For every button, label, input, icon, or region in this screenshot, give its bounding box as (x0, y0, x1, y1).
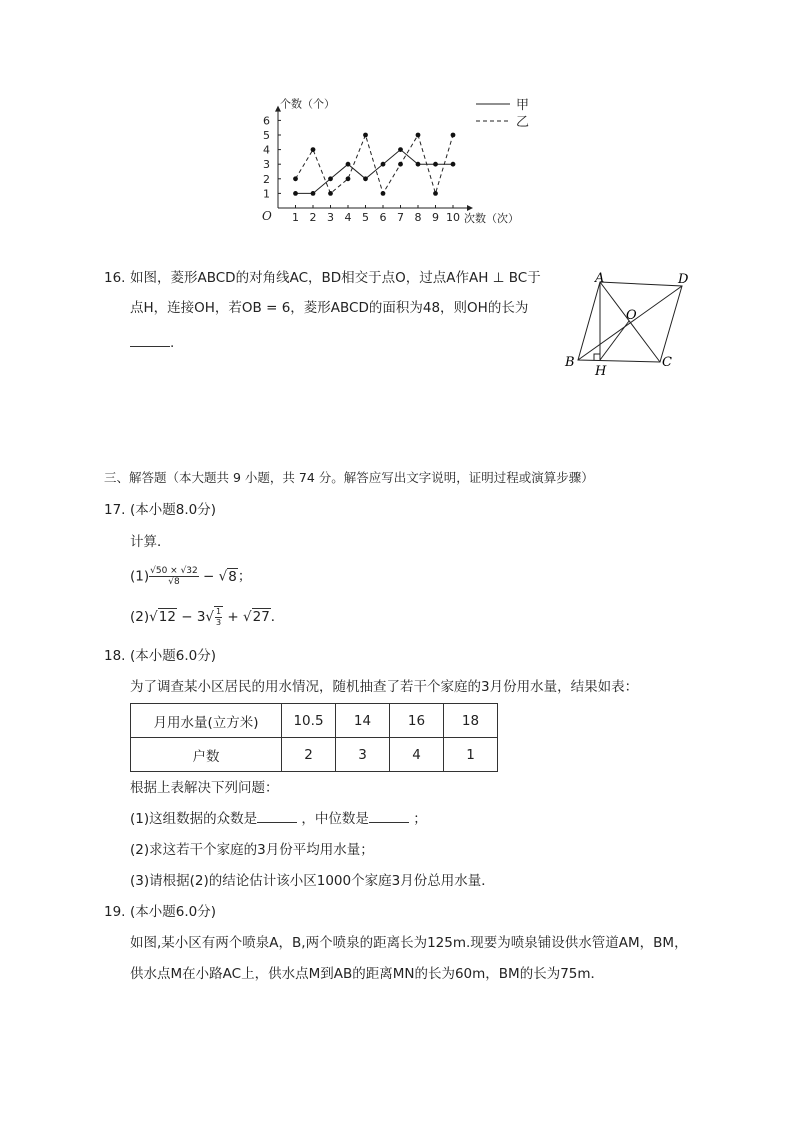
q17-p2-plus-root: + √ (223, 609, 252, 625)
answer-blank[interactable] (130, 332, 170, 347)
x-tick-label: 1 (292, 211, 299, 224)
q18-s1b: ，中位数是 (297, 811, 369, 827)
q17-part2: (2)√12 − 3√ $\frac{1}{3}$ + √27． (130, 607, 285, 627)
label-c: C (662, 355, 672, 370)
x-tick-label: 4 (344, 211, 352, 224)
x-tick-label: 10 (446, 211, 460, 224)
line-chart (250, 90, 550, 230)
q17-p2-end: ． (270, 609, 285, 625)
q16-line2: 点H，连接OH，若OB = 6，菱形ABCD的面积为48，则OH的长为 (130, 300, 529, 316)
q17-p1-numerator: √50 × √32 (150, 566, 198, 576)
label-a: A (595, 271, 605, 286)
x-tick-label: 6 (379, 211, 387, 224)
data-point (328, 191, 333, 196)
q17-p2-fraction (214, 606, 223, 628)
table-cell: 户数 (131, 738, 282, 772)
y-tick-label: 3 (263, 158, 270, 172)
data-point (398, 147, 403, 152)
q16-line1: 如图，菱形ABCD的对角线AC，BD相交于点O，过点A作AH ⊥ BC于 (130, 270, 541, 286)
data-point (416, 133, 421, 138)
q19-line1: 如图,某小区有两个喷泉A，B,两个喷泉的距离长为125m.现要为喷泉铺设供水管道AM，BM， (130, 935, 688, 951)
y-tick-label: 2 (263, 172, 270, 186)
q17-p1-fraction (149, 566, 199, 587)
data-point (346, 176, 351, 181)
q17-p1-denominator: √8 (168, 577, 180, 587)
data-point (311, 191, 316, 196)
q18-s1 (130, 808, 427, 829)
y-tick-label: 6 (263, 114, 270, 128)
data-point (346, 162, 351, 167)
q17-p2-label: (2) (130, 609, 150, 625)
data-point (311, 147, 316, 152)
q18-s1a: (1)这组数据的众数是 (130, 811, 258, 827)
water-usage-table (130, 703, 498, 772)
data-point (398, 162, 403, 167)
y-tick-label: 5 (263, 129, 270, 142)
q17-number: 17. (104, 502, 126, 518)
table-cell: 18 (444, 704, 498, 738)
x-axis-arrow (467, 205, 473, 211)
origin-label: O (262, 209, 272, 223)
q17-part1 (130, 566, 251, 587)
rhombus-figure (560, 268, 700, 378)
q19-number: 19. (104, 904, 126, 920)
q17-p2-radicand-a: 12 (158, 609, 176, 625)
q17-p1-minus-root: − √ (198, 568, 228, 585)
data-point (433, 162, 438, 167)
table-cell: 月用水量(立方米) (131, 704, 282, 738)
q17-p1-radicand: 8 (228, 568, 237, 585)
q17-p1-end: ； (237, 568, 252, 585)
table-row (131, 738, 498, 772)
table-row (131, 704, 498, 738)
q18-number: 18. (104, 648, 126, 664)
q18-after: 根据上表解决下列问题： (130, 780, 279, 796)
answer-blank-median[interactable] (369, 808, 409, 823)
data-point (293, 191, 298, 196)
label-h: H (595, 364, 607, 378)
legend-label-2: 乙 (516, 115, 530, 130)
q16-answer-line (130, 332, 174, 353)
label-o: O (626, 308, 637, 323)
y-tick-label: 1 (263, 187, 270, 201)
data-point (381, 162, 386, 167)
data-point (293, 176, 298, 181)
q18-s3: (3)请根据(2)的结论估计该小区1000个家庭3月份总用水量． (130, 873, 495, 889)
q18-s2: (2)求这若干个家庭的3月份平均用水量； (130, 842, 374, 858)
q17-score: (本小题8.0分) (130, 502, 217, 518)
legend-label-1: 甲 (516, 98, 530, 113)
data-point (416, 162, 421, 167)
y-tick-label: 4 (263, 143, 270, 157)
table-cell: 4 (390, 738, 444, 772)
q19-line2: 供水点M在小路AC上，供水点M到AB的距离MN的长为60m，BM的长为75m． (130, 966, 605, 982)
q17-p2-frac-den: 3 (216, 618, 222, 627)
q17-p1-label: (1) (130, 568, 150, 585)
answer-blank-mode[interactable] (257, 808, 297, 823)
q18-intro: 为了调查某小区居民的用水情况，随机抽查了若干个家庭的3月份用水量，结果如表： (130, 679, 639, 695)
x-axis-label: 次数（次） (464, 212, 519, 225)
table-cell: 10.5 (282, 704, 336, 738)
x-tick-label: 5 (362, 211, 369, 224)
table-cell: 16 (390, 704, 444, 738)
x-tick-label: 8 (414, 211, 422, 224)
q19-score: (本小题6.0分) (130, 904, 217, 920)
y-axis-label: 个数（个） (280, 97, 335, 111)
data-point (363, 176, 368, 181)
data-point (451, 133, 456, 138)
segment-oh (600, 321, 629, 360)
right-angle-mark (594, 354, 600, 360)
x-tick-label: 3 (327, 211, 334, 224)
x-tick-label: 2 (309, 211, 317, 224)
data-point (451, 162, 456, 167)
q18-s1c: ； (408, 811, 427, 827)
q18-score: (本小题6.0分) (130, 648, 217, 664)
data-point (328, 176, 333, 181)
table-cell: 2 (282, 738, 336, 772)
q16-number: 16. (104, 270, 126, 286)
q17-prompt: 计算． (130, 534, 171, 550)
diagonal-bd (578, 286, 682, 360)
label-d: D (678, 272, 689, 287)
table-cell: 3 (336, 738, 390, 772)
data-point (381, 191, 386, 196)
section-title: 三、解答题（本大题共 9 小题，共 74 分。解答应写出文字说明，证明过程或演算步骤） (104, 470, 594, 485)
data-point (433, 191, 438, 196)
q17-p2-radicand-d: 27 (252, 609, 270, 625)
table-cell: 14 (336, 704, 390, 738)
q16-end: . (170, 335, 175, 351)
x-tick-label: 9 (432, 211, 439, 224)
data-point (363, 133, 368, 138)
x-tick-label: 7 (397, 211, 404, 224)
q17-p2-frac-num: 1 (216, 607, 222, 616)
table-cell: 1 (444, 738, 498, 772)
q17-p2-minus3: − 3 (176, 609, 206, 625)
label-b: B (565, 355, 575, 370)
